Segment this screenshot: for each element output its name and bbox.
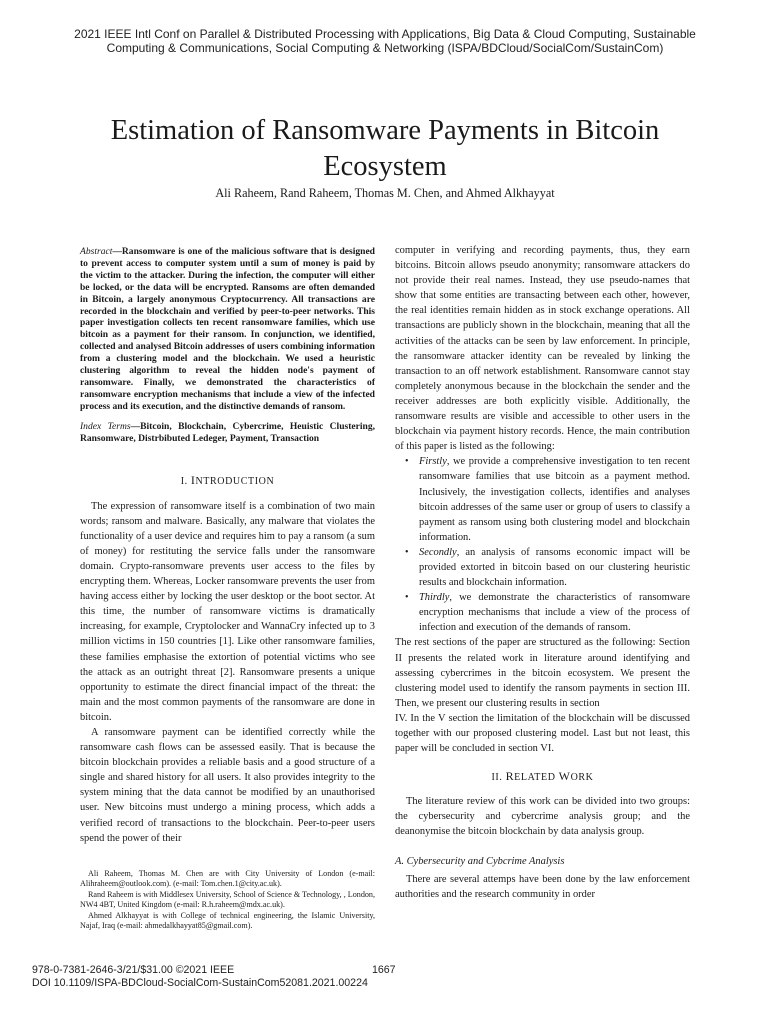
introduction-paragraph-2: A ransomware payment can be identified correctly while the ransomware cash flows can be assessed easily. That is because the bitcoin blockchain provides a reliable basis and a good structure of a single and shared history for all users. It also provides integrity to the system mining that the data cannot be modified by an unauthorised user. New bitcoins must undergo a mining process, which adds a verified record of transactions to the blockchain. Peer-to-peer users spend the power of their — [80, 727, 375, 844]
bullet-icon: • — [405, 546, 409, 558]
related-work-paragraph-2: There are several attemps have been done by the law enforcement authorities and the research community in order — [395, 873, 690, 900]
structure-paragraph-continued: IV. In the V section the limitation of the blockchain will be discussed together with our proposed clustering model. Last but not least, this paper will be concluded in section VI. — [395, 712, 690, 755]
right-column — [395, 243, 690, 902]
author-list: Ali Raheem, Rand Raheem, Thomas M. Chen, and Ahmed Alkhayyat — [215, 186, 555, 200]
bullet-lead: Thirdly — [419, 592, 450, 604]
footnote-paragraph-2: Rand Raheem is with Middlesex University, School of Science & Technology, , London, NW4 4BT, United Kingdom (e-mail: R.h.raheem@mdx.ac.uk). — [80, 889, 375, 910]
abstract-label: Abstract — [80, 246, 113, 257]
copyright-line: 978-0-7381-2646-3/21/$31.00 ©2021 IEEE — [32, 964, 235, 976]
conference-header-line1: 2021 IEEE Intl Conf on Parallel & Distributed Processing with Applications, Big Data & Cloud Computing, Sustainable — [74, 27, 696, 41]
index-terms-text: —Bitcoin, Blockchain, Cybercrime, Heuistic Clustering, Ransomware, Distrbibuted Ledeger, Payment, Transaction — [80, 420, 375, 444]
contribution-list — [395, 454, 690, 635]
paper-title-line1: Estimation of Ransomware Payments in Bitcoin — [110, 115, 660, 146]
list-item — [405, 590, 690, 635]
bullet-text: , we demonstrate the characteristics of ransomware encryption mechanisms that include a view of the process of infection and execution of the demands of ransom. — [419, 592, 690, 634]
bullet-text: , we provide a comprehensive investigation to ten recent ransomware families that use bitcoin as a payment method. Inclusively, the investigation collects, identifies and analyses bitcoin addresses of the same user or group of users to classify a payment as ransom using both clustering model and blockchain information. — [419, 456, 690, 543]
bullet-icon: • — [405, 456, 409, 468]
section-heading-related-work: II. RELATED WORK — [491, 769, 594, 784]
footnote-paragraph-3: Ahmed Alkhayyat is with College of technical engineering, the Islamic University, Najaf, Iraq (e-mail: ahmedalkhayyat85@gmail.com). — [80, 910, 375, 931]
bullet-lead: Secondly — [419, 546, 457, 558]
index-terms — [80, 421, 375, 445]
introduction-paragraph-3: computer in verifying and recording payments, thus, they earn bitcoins. Bitcoin allows pseudo anonymity; ransomware attackers do not provide their real names. Instead, they use pseudo-names that show that some entities are transacting between each other, however, the real identities remain hidden as in stock exchange operations. All transactions are publicly shown in the blockchain, meaning that all the activities of the attacks can be seen by law enforcement. In principle, the ransomware attacker identity can be revealed by linking the transaction to an off network establishment. Ransomware cannot stay completely anonymous because in the blockchain the sender and the receiver addresses are both explicitly visible. Additionally, the ransomware results are visible and accessible to other users in the blockchain via payment history records. Hence, the main contribution of this paper is listed as the following: — [395, 245, 690, 453]
abstract — [80, 246, 375, 413]
structure-paragraph: The rest sections of the paper are structured as the following: Section II presents the related work in literature around identifying and assessing cybercrimes in the bitcoin ecosystem. We present the clustering model used to identify the ransom payments in section III. Then, we present our clustering results in section — [395, 637, 690, 709]
paper-title — [60, 113, 710, 185]
subsection-heading: A. Cybersecurity and Cybcrime Analysis — [395, 855, 565, 867]
conference-header — [30, 27, 740, 55]
bullet-text: , an analysis of ransoms economic impact will be provided extorted in bitcoin based on our clustering heuristic results and blockchain information. — [419, 546, 690, 589]
left-column — [80, 246, 375, 846]
introduction-paragraph-1: The expression of ransomware itself is a combination of two main words; ransom and malware. Basically, any malware that violates the functionality of a user device and requires him to pay a ransom (a sum of money) for restituting the service falls under the ransomware domain. Crypto-ransomware prevents user access to the files by encrypting them. Whereas, Locker ransomware prevents the user from having access either by locking the user desktop or the boot sector. At this time, the number of ransomware victims is dramatically increasing, for example, Cryptolocker and WannaCry infected up to 3 million victims in 150 countries [1]. Like other ransomware families, these families emphasise the extortion of potential victims who see the attack as an outright threat [2]. Ransomware presents a unique opportunity to estimate the direct financial impact of the threat: the main and the most common payments of the ransomware are done in bitcoin. — [80, 500, 375, 723]
section-heading-introduction: I. INTRODUCTION — [180, 472, 275, 487]
related-work-paragraph-1: The literature review of this work can be divided into two groups: the cybersecurity and cybercrime analysis group; and the deanonymise the bitcoin blockchain by data analysis group. — [395, 796, 690, 838]
bullet-icon: • — [405, 592, 409, 604]
conference-header-line2: Computing & Communications, Social Computing & Networking (ISPA/BDCloud/SocialCom/SustainCom) — [106, 41, 664, 55]
list-item — [405, 454, 690, 545]
abstract-text: —Ransomware is one of the malicious software that is designed to prevent access to computer system until a sum of money is paid by the victim to the attacker. During the infection, the computer will either be locked, or the data will be encrypted. Ransoms are often demanded in Bitcoin, a largely anonymous Cryptocurrency. All transactions are recorded in the blockchain and verified by peer-to-peer networks. This paper investigation collects ten recent ransomware families, which use bitcoin as a payment for their ransom. In conjunction, we identified, collected and analysed Bitcoin addresses of users combining information from a clustering model and the blockchain. We used a heuristic clustering algorithm to reveal the hidden node's payment of ransomware. Finally, we demonstrated the characteristics of ransomware encryption mechanisms that include a view of the infected process and its execution, and the distinctive demands of ransom. — [80, 246, 375, 412]
page-footer — [32, 964, 402, 989]
footnote-paragraph-1: Ali Raheem, Thomas M. Chen are with City University of London (e-mail: Alihraheem@outlook.com). (e-mail: Tom.chen.1@city.ac.uk). — [80, 869, 375, 889]
page-number: 1667 — [372, 964, 396, 976]
author-footnote — [80, 868, 375, 931]
paper-title-line2: Ecosystem — [323, 151, 447, 182]
bullet-lead: Firstly — [419, 456, 447, 468]
index-terms-label: Index Terms — [80, 420, 131, 432]
doi-line: DOI 10.1109/ISPA-BDCloud-SocialCom-SustainCom52081.2021.00224 — [32, 976, 368, 989]
list-item — [405, 545, 690, 590]
